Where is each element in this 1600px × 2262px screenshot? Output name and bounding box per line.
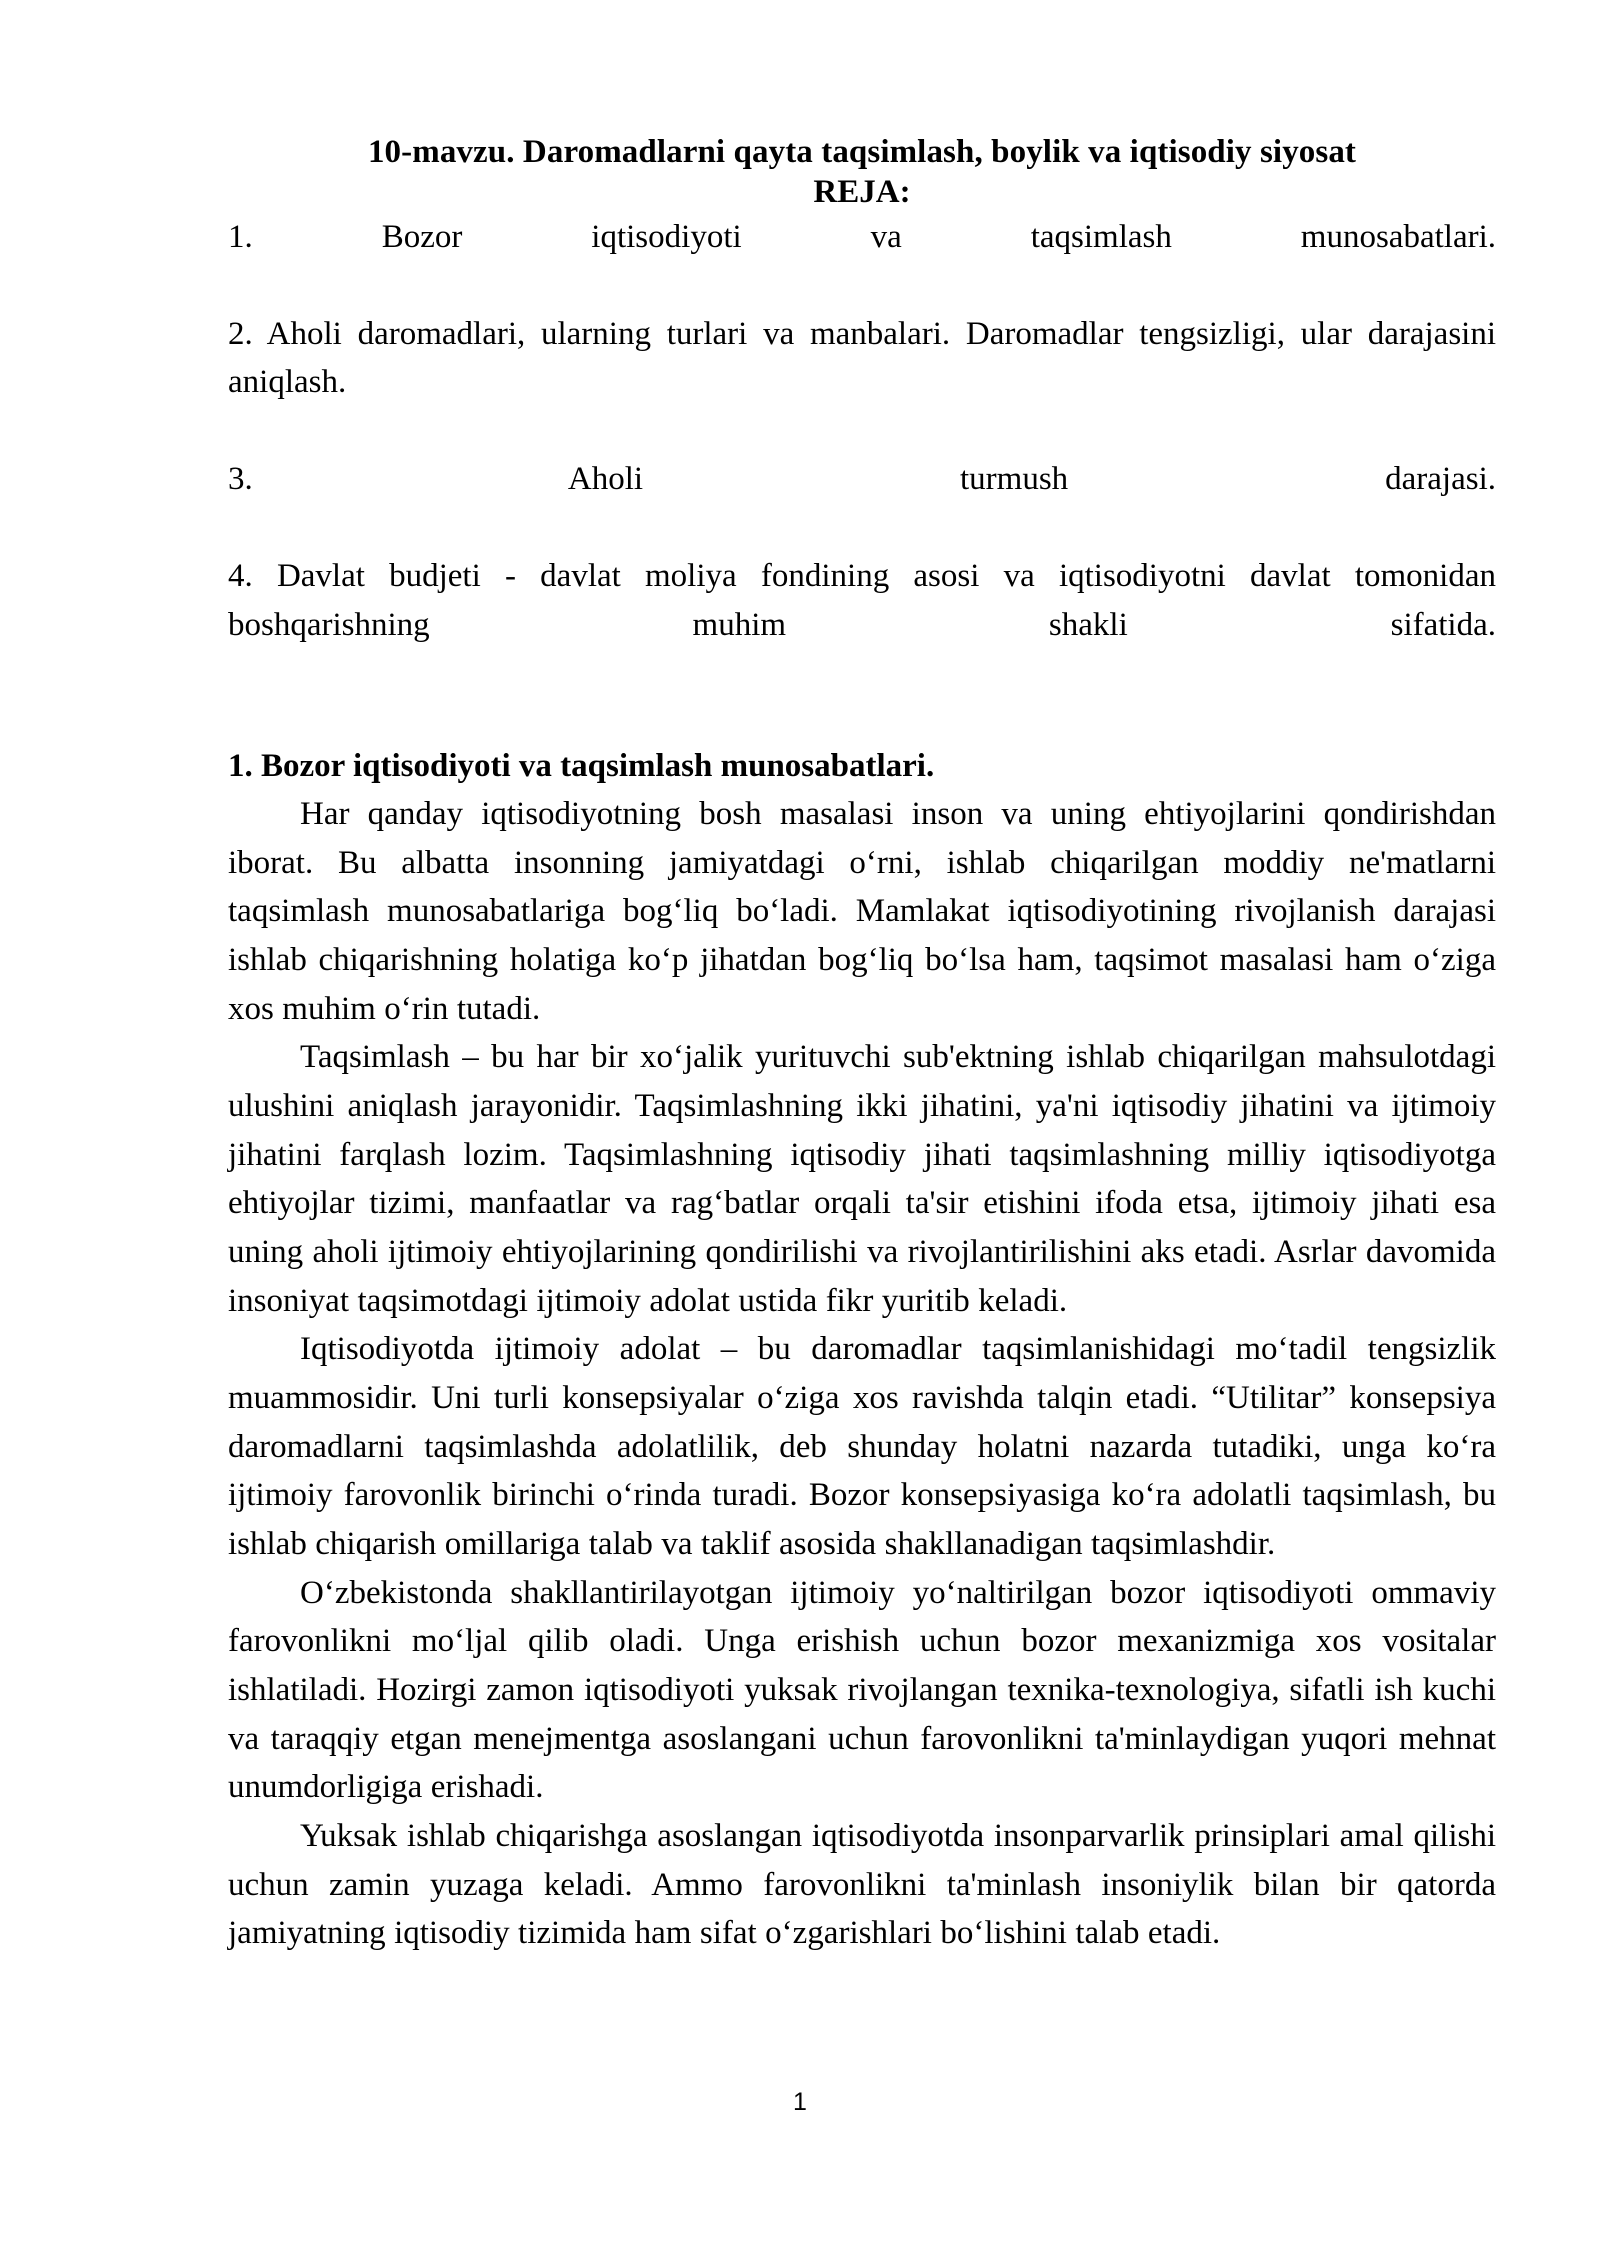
body-paragraph-1: Har qanday iqtisodiyotning bosh masalasi inson va uning ehtiyojlarini qondirishdan iborat. Bu albatta insonning jamiyatdagi oʻrni, ishlab chiqarilgan moddiy ne'matlarni taqsimlash munosabatlariga bogʻliq boʻladi. Mamlakat iqtisodiyotining rivojlanish darajasi ishlab chiqarishning holatiga koʻp jihatdan bogʻliq boʻlsa ham, taqsimot masalasi ham oʻziga xos muhim oʻrin tutadi. (228, 796, 1496, 1027)
plan-item-4: 4. Davlat budjeti - davlat moliya fondining asosi va iqtisodiyotni davlat tomonidan boshqarishning muhim shakli sifatida. (228, 558, 1496, 643)
plan-item-3: 3. Aholi turmush darajasi. (228, 461, 1496, 497)
body-paragraph-5: Yuksak ishlab chiqarishga asoslangan iqtisodiyotda insonparvarlik prinsiplari amal qilishi uchun zamin yuzaga keladi. Ammo farovonlikni ta'minlash insoniylik bilan bir qatorda jamiyatning iqtisodiy tizimida ham sifat oʻzgarishlari boʻlishini talab etadi. (228, 1818, 1496, 1952)
plan-item-1: 1. Bozor iqtisodiyoti va taqsimlash munosabatlari. (228, 218, 1496, 255)
page-content (228, 132, 1496, 1958)
section-heading-1: 1. Bozor iqtisodiyoti va taqsimlash munosabatlari. (228, 747, 935, 784)
body-paragraph-3: Iqtisodiyotda ijtimoiy adolat – bu daromadlar taqsimlanishidagi moʻtadil tengsizlik muammosidir. Uni turli konsepsiyalar oʻziga xos ravishda talqin etadi. “Utilitar” konsepsiya daromadlarni taqsimlashda adolatlilik, deb shunday holatni nazarda tutadiki, unga koʻra ijtimoiy farovonlik birinchi oʻrinda turadi. Bozor konsepsiyasiga koʻra adolatli taqsimlash, bu ishlab chiqarish omillariga talab va taklif asosida shakllanadigan taqsimlashdir. (228, 1331, 1496, 1563)
plan-list (228, 213, 1496, 698)
body-paragraph-4: Oʻzbekistonda shakllantirilayotgan ijtimoiy yoʻnaltirilgan bozor iqtisodiyoti ommaviy farovonlikni moʻljal qilib oladi. Unga erishish uchun bozor mexanizmiga xos vositalar ishlatiladi. Hozirgi zamon iqtisodiyoti yuksak rivojlangan texnika-texnologiya, sifatli ish kuchi va taraqqiy etgan menejmentga asoslangani uchun farovonlikni ta'minlaydigan yuqori mehnat unumdorligiga erishadi. (228, 1574, 1496, 1806)
plan-item-2: 2. Aholi daromadlari, ularning turlari va manbalari. Daromadlar tengsizligi, ular darajasini aniqlash. (228, 315, 1496, 400)
page-title: 10-mavzu. Daromadlarni qayta taqsimlash, boylik va iqtisodiy siyosat (367, 134, 1357, 170)
body-paragraph-2: Taqsimlash – bu har bir xoʻjalik yurituvchi sub'ektning ishlab chiqarilgan mahsulotdagi ulushini aniqlash jarayonidir. Taqsimlashning ikki jihatini, ya'ni iqtisodiy jihatini va ijtimoiy jihatini farqlash lozim. Taqsimlashning iqtisodiy jihati taqsimlashning milliy iqtisodiyotga ehtiyojlar tizimi, manfaatlar va ragʻbatlar orqali ta'sir etishini ifoda etsa, ijtimoiy jihati esa uning aholi ijtimoiy ehtiyojlarining qondirilishi va rivojlantirilishini aks etadi. Asrlar davomida insoniyat taqsimotdagi ijtimoiy adolat ustida fikr yuritib keladi. (228, 1039, 1496, 1319)
plan-subtitle: REJA: (813, 174, 911, 211)
page-number: 1 (793, 2088, 807, 2116)
